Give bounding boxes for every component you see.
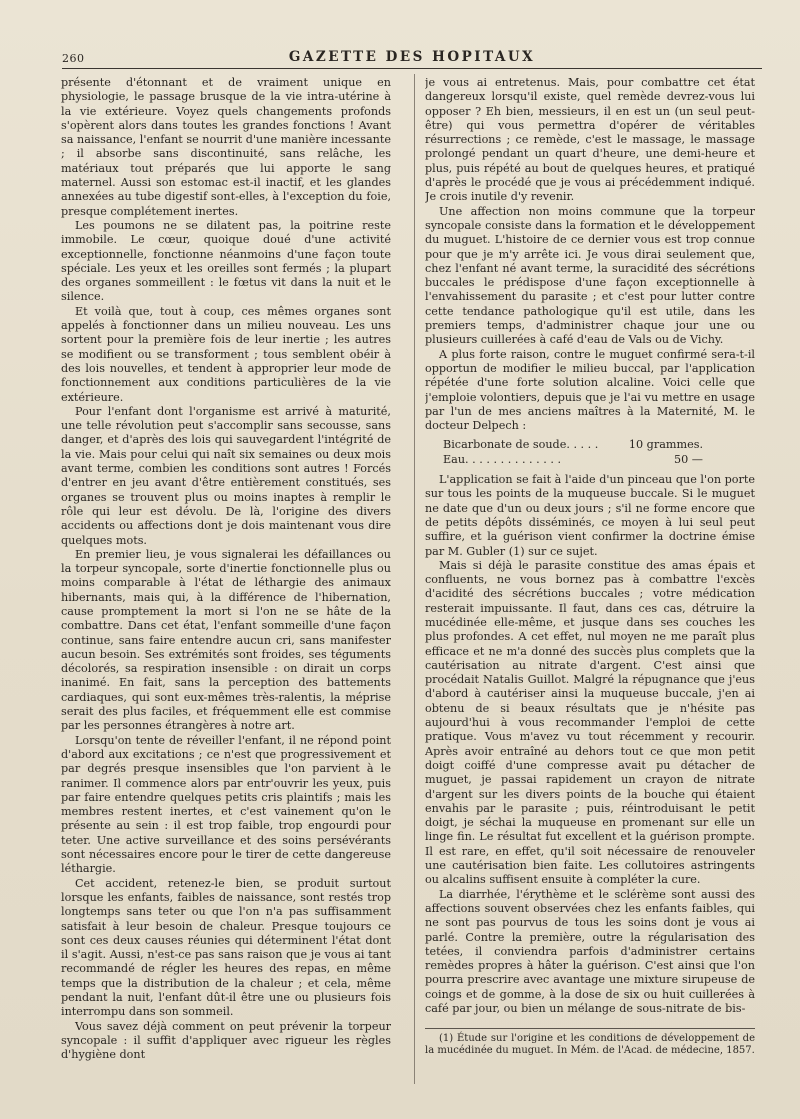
prescription-quantity: 50 — xyxy=(674,452,703,466)
paragraph: Et voilà que, tout à coup, ces mêmes organes sont appelés à fonctionner dans un milieu nouveau. Les uns sortent pour la première fois de leur inertie ; les autres se modifient ou se transforment ; tous semblent obéir à des lois nouvelles, et tendent à approprier leur mode de fonctionnement aux conditions particulières de la vie extérieure. xyxy=(61,304,391,404)
page-header xyxy=(62,46,762,69)
journal-title: GAZETTE DES HOPITAUX xyxy=(288,49,536,65)
prescription-line xyxy=(443,438,703,452)
prescription-line xyxy=(443,453,703,467)
paragraph: Vous savez déjà comment on peut prévenir la torpeur syncopale : il suffit d'appliquer avec rigueur les règles d'hygiène dont xyxy=(61,1019,391,1062)
paragraph: Pour l'enfant dont l'organisme est arrivé à maturité, une telle révolution peut s'accomplir sans secousse, sans danger, et d'après des lois qui sauvegardent l'intégrité de la vie. Mais pour celui qui naît six semaines ou deux mois avant terme, combien les conditions sont autres ! Forcés d'entrer en jeu avant d'être entièrement constitués, ses organes se trouvent plus ou moins inaptes à remplir le rôle qui leur est dévolu. De là, l'origine des divers accidents ou affections dont je dois maintenant vous dire quelques mots. xyxy=(61,404,391,547)
paragraph: Une affection non moins commune que la torpeur syncopale consiste dans la formation et le développement du muguet. L'histoire de ce dernier vous est trop connue pour que je m'y arrête ici. Je vous dirai seulement que, chez l'enfant né avant terme, la suracidité des sécrétions buccales le prédispose d'une façon exceptionnelle à l'envahissement du parasite ; et c'est pour lutter contre cette tendance pathologique qu'il est utile, dans les premiers temps, d'administrer chaque jour une ou plusieurs cuillerées à café d'eau de Vals ou de Vichy. xyxy=(425,204,755,347)
paragraph: Cet accident, retenez-le bien, se produit surtout lorsque les enfants, faibles de naissance, sont restés trop longtemps sans teter ou que l'on n'a pas suffisamment satisfait à leur besoin de chaleur. Presque toujours ce sont ces deux causes réunies qui déterminent l'état dont il s'agit. Aussi, n'est-ce pas sans raison que je vous ai tant recommandé de régler les heures des repas, en même temps que la distribution de la chaleur ; et cela, même pendant la nuit, l'enfant dût-il être une ou plusieurs fois interrompu dans son sommeil. xyxy=(61,876,391,1019)
page-number: 260 xyxy=(62,52,85,65)
column-divider xyxy=(414,74,415,1084)
paragraph: L'application se fait à l'aide d'un pinceau que l'on porte sur tous les points de la muqueuse buccale. Si le muguet ne date que d'un ou deux jours ; s'il ne forme encore que de petits dépôts disséminés, ce moyen à lui seul peut suffire, et la guérison vient confirmer la doctrine émise par M. Gubler (1) sur ce sujet. xyxy=(425,473,755,558)
footnote: (1) Étude sur l'origine et les conditions de développement de la mucédinée du muguet. In Mém. de l'Acad. de médecine, 1857. xyxy=(425,1033,755,1057)
prescription-ingredient: Bicarbonate de soude. . . . . xyxy=(443,438,599,452)
left-column xyxy=(61,76,391,1086)
paragraph: je vous ai entretenus. Mais, pour combattre cet état dangereux lorsqu'il existe, quel remède devrez-vous lui opposer ? Eh bien, messieurs, il en est un (un seul peut-être) qui vous permettra d'opérer de véritables résurrections ; ce remède, c'est le massage, le massage prolongé pendant un quart d'heure, une demi-heure et plus, puis répété au bout de quelques heures, et pratiqué d'après le procédé que je vous ai précédemment indiqué. Je crois inutile d'y revenir. xyxy=(425,76,755,204)
paragraph: présente d'étonnant et de vraiment unique en physiologie, le passage brusque de la vie intra-utérine à la vie extérieure. Voyez quels changements profonds s'opèrent alors dans toutes les grandes fonctions ! Avant sa naissance, l'enfant se nourrit d'une manière incessante ; il absorbe sans discontinuité, sans relâche, les matériaux tout préparés que lui apporte le sang maternel. Aussi son estomac est-il inactif, et les glandes annexées au tube digestif sont-elles, à l'exception du foie, presque complétement inertes. xyxy=(61,76,391,218)
paragraph: La diarrhée, l'érythème et le sclérème sont aussi des affections souvent observées chez les enfants faibles, qui ne sont pas pourvus de tous les soins dont je vous ai parlé. Contre la première, outre la régularisation des tetées, il conviendra parfois d'administrer certains remèdes propres à hâter la guérison. C'est ainsi que l'on pourra prescrire avec avantage une mixture sirupeuse de coings et de gomme, à la dose de six ou huit cuillerées à café par jour, ou bien un mélange de sous-nitrate de bis- xyxy=(425,887,755,1015)
prescription-ingredient: Eau. . . . . . . . . . . . . . xyxy=(443,452,562,466)
footnote-divider xyxy=(425,1028,755,1029)
paragraph: Mais si déjà le parasite constitue des amas épais et confluents, ne vous bornez pas à combattre l'excès d'acidité des sécrétions buccales ; votre médication resterait impuissante. Il faut, dans ces cas, détruire la mucédinée elle-même, et jusque dans ses couches les plus profondes. A cet effet, nul moyen ne me paraît plus efficace et ne m'a donné des succès plus complets que la cautérisation au nitrate d'argent. C'est ainsi que procédait Natalis Guillot. Malgré la répugnance que j'eus d'abord à cautériser ainsi la muqueuse buccale, j'en ai obtenu de si beaux résultats que je n'hésite pas aujourd'hui à vous recommander l'emploi de cette pratique. Vous m'avez vu tout récemment y recourir. Après avoir entraîné au dehors tout ce que mon petit doigt coiffé d'une compresse avait pu détacher de muguet, je passai rapidement un crayon de nitrate d'argent sur les divers points de la bouche qui étaient envahis par le parasite ; puis, réintroduisant le petit doigt, je séchai la muqueuse en promenant sur elle un linge fin. Le résultat fut excellent et la guérison prompte. Il est rare, en effet, qu'il soit nécessaire de renouveler une cautérisation bien faite. Les collutoires astringents ou alcalins suffisent ensuite à compléter la cure. xyxy=(425,558,755,887)
paragraph: Lorsqu'on tente de réveiller l'enfant, il ne répond point d'abord aux excitations ; ce n'est que progressivement et par degrés presque insensibles que l'on parvient à le ranimer. Il commence alors par entr'ouvrir les yeux, puis par faire entendre quelques petits cris plaintifs ; mais les membres restent inertes, et c'est vainement qu'on le présente au sein : il est trop faible, trop engourdi pour teter. Une active surveillance et des soins persévérants sont nécessaires encore pour le tirer de cette dangereuse léthargie. xyxy=(61,733,391,876)
paragraph: Les poumons ne se dilatent pas, la poitrine reste immobile. Le cœur, quoique doué d'une activité exceptionnelle, fonctionne néanmoins d'une façon toute spéciale. Les yeux et les oreilles sont fermés ; la plupart des organes sommeillent : le fœtus vit dans la nuit et le silence. xyxy=(61,218,391,304)
prescription-quantity: 10 grammes. xyxy=(628,438,703,452)
right-column xyxy=(425,76,755,1086)
paragraph: A plus forte raison, contre le muguet confirmé sera-t-il opportun de modifier le milieu buccal, par l'application répétée d'une forte solution alcaline. Voici celle que j'emploie volontiers, depuis que je l'ai vu mettre en usage par l'un de mes anciens maîtres à la Maternité, M. le docteur Delpech : xyxy=(425,347,755,433)
paragraph: En premier lieu, je vous signalerai les défaillances ou la torpeur syncopale, sorte d'inertie fonctionnelle plus ou moins comparable à l'état de léthargie des animaux hibernants, mais qui, à la différence de l'hibernation, cause promptement la mort si l'on ne se hâte de la combattre. Dans cet état, l'enfant sommeille d'une façon continue, sans faire entendre aucun cri, sans manifester aucun besoin. Ses extrémités sont froides, ses téguments décolorés, sa respiration insensible : on dirait un corps inanimé. En fait, sans la perception des battements cardiaques, qui sont eux-mêmes très-ralentis, la méprise serait des plus faciles, et fréquemment elle est commise par les personnes étrangères à notre art. xyxy=(61,547,391,733)
